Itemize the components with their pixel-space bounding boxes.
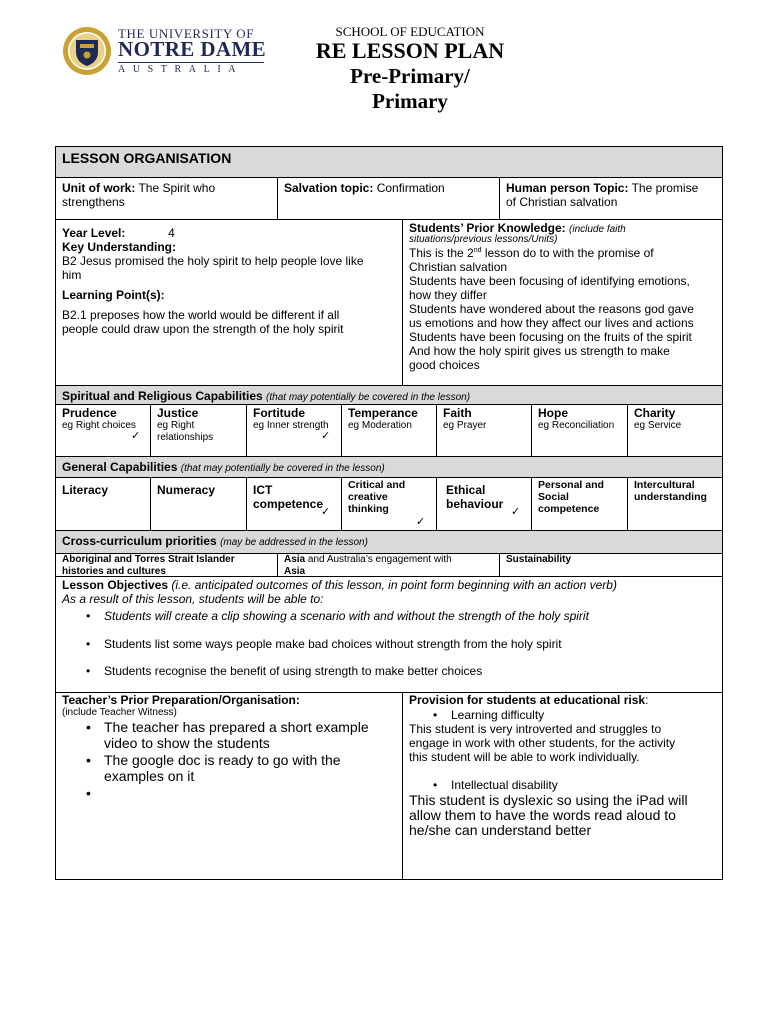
lesson-organisation-header xyxy=(55,146,723,178)
prior-knowledge-line1-sup: nd xyxy=(473,247,482,254)
prior-knowledge-line1-pre: This is the 2 xyxy=(409,246,474,260)
teacher-preparation-item-line: • The teacher has prepared a short example xyxy=(104,719,369,735)
lesson-objectives-note: (i.e. anticipated outcomes of this lesson, in point form beginning with an action verb) xyxy=(171,578,617,592)
capability-name: Prudence xyxy=(62,406,117,420)
prior-knowledge-note-2: situations/previous lessons/Units) xyxy=(409,234,558,245)
risk-text-line: This student is very introverted and struggles to xyxy=(409,722,662,736)
spiritual-capabilities-note: (that may potentially be covered in the lesson) xyxy=(266,392,471,403)
university-logo xyxy=(62,24,272,78)
capability-example: eg Inner strength xyxy=(253,420,329,431)
lesson-objectives-cell xyxy=(55,576,723,693)
general-capability-label-2: behaviour xyxy=(446,497,504,511)
learning-points-text-2: people could draw upon the strength of the holy spirit xyxy=(62,322,344,336)
prior-knowledge-line: good choices xyxy=(409,358,480,372)
checkmark-icon: ✓ xyxy=(321,430,331,442)
general-capability-personal-social xyxy=(531,477,628,531)
learning-points-text-1: B2.1 preposes how the world would be different if all xyxy=(62,308,340,322)
unit-of-work-cell xyxy=(55,177,278,220)
general-capability-intercultural xyxy=(627,477,723,531)
capability-charity xyxy=(627,404,723,457)
general-capability-label-3: competence xyxy=(538,503,600,515)
school-name: SCHOOL OF EDUCATION xyxy=(335,24,485,39)
general-capability-numeracy xyxy=(150,477,247,531)
capability-name: Justice xyxy=(157,406,199,420)
asia-label-2: Asia xyxy=(284,566,306,577)
general-capability-ethical-behaviour xyxy=(436,477,532,531)
year-level-label: Year Level: xyxy=(62,226,126,240)
educational-risk-colon: : xyxy=(645,693,649,707)
prior-knowledge-cell xyxy=(402,219,723,386)
logo-line-name: NOTRE DAME xyxy=(118,37,267,61)
document-subtitle-1: Pre-Primary/ xyxy=(350,64,470,88)
capability-name: Fortitude xyxy=(253,406,305,420)
teacher-preparation-item xyxy=(82,719,396,751)
sustainability-label: Sustainability xyxy=(506,554,572,565)
general-capability-label: Literacy xyxy=(62,483,109,497)
general-capability-label: Ethical xyxy=(446,483,486,497)
cross-curriculum-note: (may be addressed in the lesson) xyxy=(220,537,368,548)
prior-knowledge-line: Christian salvation xyxy=(409,260,508,274)
teacher-preparation-cell xyxy=(55,692,403,880)
salvation-topic-label: Salvation topic: xyxy=(284,181,374,195)
prior-knowledge-note-1: (include faith xyxy=(569,224,626,235)
lesson-organisation-title: LESSON ORGANISATION xyxy=(62,150,232,166)
lesson-objectives-intro: As a result of this lesson, students will be able to: xyxy=(62,592,324,606)
capability-example-2: relationships xyxy=(157,432,214,443)
teacher-preparation-label: Teacher’s Prior Preparation/Organisation: xyxy=(62,693,300,707)
capability-name: Faith xyxy=(443,406,472,420)
teacher-preparation-item xyxy=(82,785,396,801)
prior-knowledge-line: Students have wondered about the reasons god gave xyxy=(409,302,694,316)
prior-knowledge-line1-post: lesson do to with the promise of xyxy=(481,246,654,260)
capability-hope xyxy=(531,404,628,457)
asia-label-pre: Asia xyxy=(284,554,306,565)
general-capability-label: Critical and xyxy=(348,479,406,491)
general-capability-label-3: thinking xyxy=(348,503,389,515)
objective-item: • Students recognise the benefit of using strength to make better choices xyxy=(82,664,716,678)
risk-text-line: engage in work with other students, for the activity xyxy=(409,736,676,750)
capability-example: eg Service xyxy=(634,420,682,431)
general-capability-label: Intercultural xyxy=(634,479,695,491)
human-person-topic-value-2: of Christian salvation xyxy=(506,195,618,209)
teacher-preparation-item-line: examples on it xyxy=(104,768,195,784)
general-capability-label: Numeracy xyxy=(157,483,216,497)
checkmark-icon: ✓ xyxy=(321,506,331,518)
asia-label-mid: and Australia’s engagement with xyxy=(305,554,452,565)
capability-fortitude xyxy=(246,404,342,457)
prior-knowledge-line: us emotions and how they affect our lives and actions xyxy=(409,316,694,330)
capability-justice xyxy=(150,404,247,457)
general-capability-label: ICT xyxy=(253,483,273,497)
learning-points-label: Learning Point(s): xyxy=(62,288,165,302)
unit-of-work-label: Unit of work: xyxy=(62,181,136,195)
sustainability-cell xyxy=(499,553,723,577)
logo-line-country: AUSTRALIA xyxy=(118,64,244,75)
checkmark-icon: ✓ xyxy=(416,516,426,528)
general-capability-critical-thinking xyxy=(341,477,437,531)
general-capability-ict xyxy=(246,477,342,531)
prior-knowledge-line: Students have been focusing on the fruits of the spirit xyxy=(409,330,692,344)
capability-example: eg Prayer xyxy=(443,420,487,431)
teacher-preparation-item-line: video to show the students xyxy=(104,735,270,751)
general-capabilities-note: (that may potentially be covered in the lesson) xyxy=(180,463,385,474)
salvation-topic-cell xyxy=(277,177,500,220)
capability-prudence xyxy=(55,404,151,457)
asia-engagement-cell xyxy=(277,553,500,577)
risk-category-intellectual-disability: • Intellectual disability xyxy=(429,778,716,792)
document-subtitle-2: Primary xyxy=(372,89,448,113)
educational-risk-provision-cell xyxy=(402,692,723,880)
logo-divider xyxy=(118,62,264,63)
general-capability-label-2: Social xyxy=(538,491,569,503)
teacher-preparation-item xyxy=(82,752,396,784)
key-understanding-label: Key Understanding: xyxy=(62,240,177,254)
document-title: RE LESSON PLAN xyxy=(315,38,505,63)
prior-knowledge-line: And how the holy spirit gives us strength to make xyxy=(409,344,670,358)
key-understanding-text-1: B2 Jesus promised the holy spirit to help people love like xyxy=(62,254,364,268)
capability-name: Charity xyxy=(634,406,676,420)
spiritual-capabilities-title: Spiritual and Religious Capabilities xyxy=(62,389,263,403)
prior-knowledge-line: how they differ xyxy=(409,288,487,302)
aboriginal-label-1: Aboriginal and Torres Strait Islander xyxy=(62,554,235,565)
cross-curriculum-header xyxy=(55,530,723,554)
aboriginal-histories-cell xyxy=(55,553,278,577)
prior-knowledge-line: Students have been focusing of identifying emotions, xyxy=(409,274,690,288)
objective-item: • Students will create a clip showing a scenario with and without the strength of the holy spirit xyxy=(82,609,716,637)
spiritual-capabilities-header xyxy=(55,385,723,405)
key-understanding-text-2: him xyxy=(62,268,82,282)
educational-risk-label: Provision for students at educational risk xyxy=(409,693,646,707)
aboriginal-label-2: histories and cultures xyxy=(62,566,166,577)
teacher-preparation-note: (include Teacher Witness) xyxy=(62,707,177,718)
human-person-topic-label: Human person Topic: xyxy=(506,181,629,195)
year-level-value: 4 xyxy=(168,226,175,240)
checkmark-icon: ✓ xyxy=(511,506,521,518)
capability-temperance xyxy=(341,404,437,457)
general-capability-label-2: competence xyxy=(253,497,324,511)
risk-category-learning-difficulty: • Learning difficulty xyxy=(429,708,716,722)
unit-of-work-value: The Spirit who xyxy=(138,181,216,195)
year-key-learning-cell xyxy=(55,219,403,386)
capability-example: eg Right choices xyxy=(62,420,136,431)
general-capabilities-header xyxy=(55,456,723,478)
objective-item: • Students list some ways people make bad choices without strength from the holy spirit xyxy=(82,637,716,664)
capability-example: eg Right xyxy=(157,420,195,431)
human-person-topic-value: The promise xyxy=(631,181,699,195)
teacher-preparation-item-line: • The google doc is ready to go with the xyxy=(104,752,341,768)
general-capability-label-2: creative xyxy=(348,491,388,503)
risk-text-line: this student will be able to work individually. xyxy=(409,750,640,764)
prior-knowledge-label: Students’ Prior Knowledge: xyxy=(409,221,566,235)
general-capability-label-2: understanding xyxy=(634,491,707,503)
capability-example: eg Moderation xyxy=(348,420,412,431)
risk-text-line: he/she can understand better xyxy=(409,822,592,838)
general-capabilities-title: General Capabilities xyxy=(62,460,178,474)
salvation-topic-value: Confirmation xyxy=(376,181,445,195)
unit-of-work-value-2: strengthens xyxy=(62,195,125,209)
capability-name: Temperance xyxy=(348,406,418,420)
capability-example: eg Reconciliation xyxy=(538,420,615,431)
lesson-objectives-label: Lesson Objectives xyxy=(62,578,169,592)
human-person-topic-cell xyxy=(499,177,723,220)
cross-curriculum-title: Cross-curriculum priorities xyxy=(62,534,217,548)
university-seal-icon xyxy=(62,26,112,76)
logo-line-university: THE UNIVERSITY OF xyxy=(118,26,255,41)
general-capability-literacy xyxy=(55,477,151,531)
risk-text-line: allow them to have the words read aloud to xyxy=(409,807,676,823)
capability-faith xyxy=(436,404,532,457)
general-capability-label: Personal and xyxy=(538,479,604,491)
risk-text-line: This student is dyslexic so using the iPad will xyxy=(409,792,688,808)
capability-name: Hope xyxy=(538,406,568,420)
checkmark-icon: ✓ xyxy=(131,430,141,442)
